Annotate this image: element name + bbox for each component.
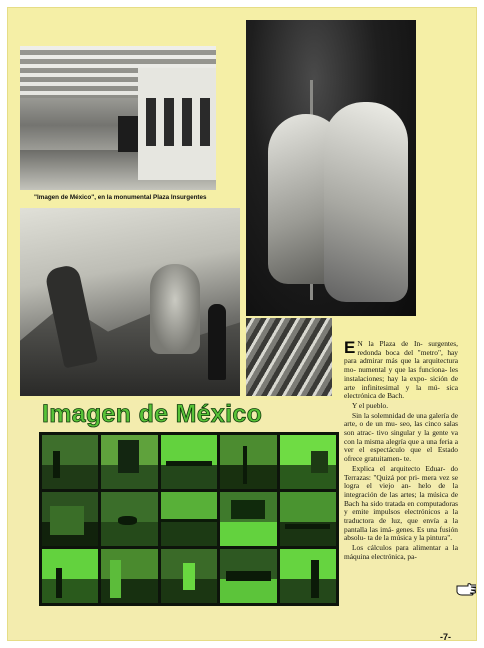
statue-photo [246, 20, 416, 316]
grid-image [161, 435, 217, 489]
walking-person [208, 304, 226, 380]
corridor-lettered-wall [138, 68, 216, 180]
grid-image [101, 435, 157, 489]
escalator-photo [246, 318, 332, 396]
grid-image [280, 492, 336, 546]
photo-caption: "Imagen de México", en la monumental Plaza Insurgentes [34, 194, 207, 201]
drop-cap: E [344, 338, 356, 357]
mural-photo [20, 208, 240, 396]
grid-image [220, 549, 276, 603]
grid-image [220, 492, 276, 546]
article-body [344, 340, 458, 563]
grid-image [161, 492, 217, 546]
page-number: -7- [440, 632, 451, 640]
grid-image [42, 549, 98, 603]
article-paragraph: Y el pueblo. [352, 400, 389, 410]
grid-image [280, 549, 336, 603]
grid-image [161, 549, 217, 603]
article-headline: Imagen de México [42, 400, 263, 428]
mural-face [150, 264, 200, 354]
corridor-photo [20, 46, 216, 190]
statue-figure-right [324, 102, 408, 302]
grid-image [42, 492, 98, 546]
grid-image [101, 492, 157, 546]
article-paragraph [344, 340, 458, 401]
image-grid [39, 432, 339, 606]
corridor-vanishing-point [118, 116, 140, 152]
grid-image [280, 435, 336, 489]
article-paragraph: Los cálculos para alimentar a la máquina electrónica, pa- [344, 543, 458, 561]
grid-image [101, 549, 157, 603]
mural-mountains [20, 304, 240, 396]
article-paragraph-text: N la Plaza de In- surgentes, redonda boca del "metro", hay para admirar más que la arquitectura mo- numental y que las funciona- les instalaciones; hay la expo- sición de arte infinitesimal y la mú- sica electrónica de Bach. [344, 339, 458, 401]
pointing-hand-icon [456, 582, 476, 596]
grid-image [220, 435, 276, 489]
article-paragraph: Sin la solemnidad de una galería de arte, o de un mu- seo, las cinco salas son atrac- tivo singular y la gente va con la misma alegría que a una feria a ver el espectáculo que el Estado ofrece gratuitamen- te. [344, 410, 458, 464]
grid-image [42, 435, 98, 489]
article-paragraph: Explica el arquitecto Eduar- do Terrazas: "Quizá por pri- mera vez se logra el viejo an- helo de la integración de las artes; la música de Bach ha sido tratada en computadoras y emite impulsos electrónicos a la traductora de luz, que envía a la pantalla las imá- genes. Es una fusión absolu- ta de la música y la pintura". [344, 463, 458, 543]
magazine-page [8, 8, 476, 640]
